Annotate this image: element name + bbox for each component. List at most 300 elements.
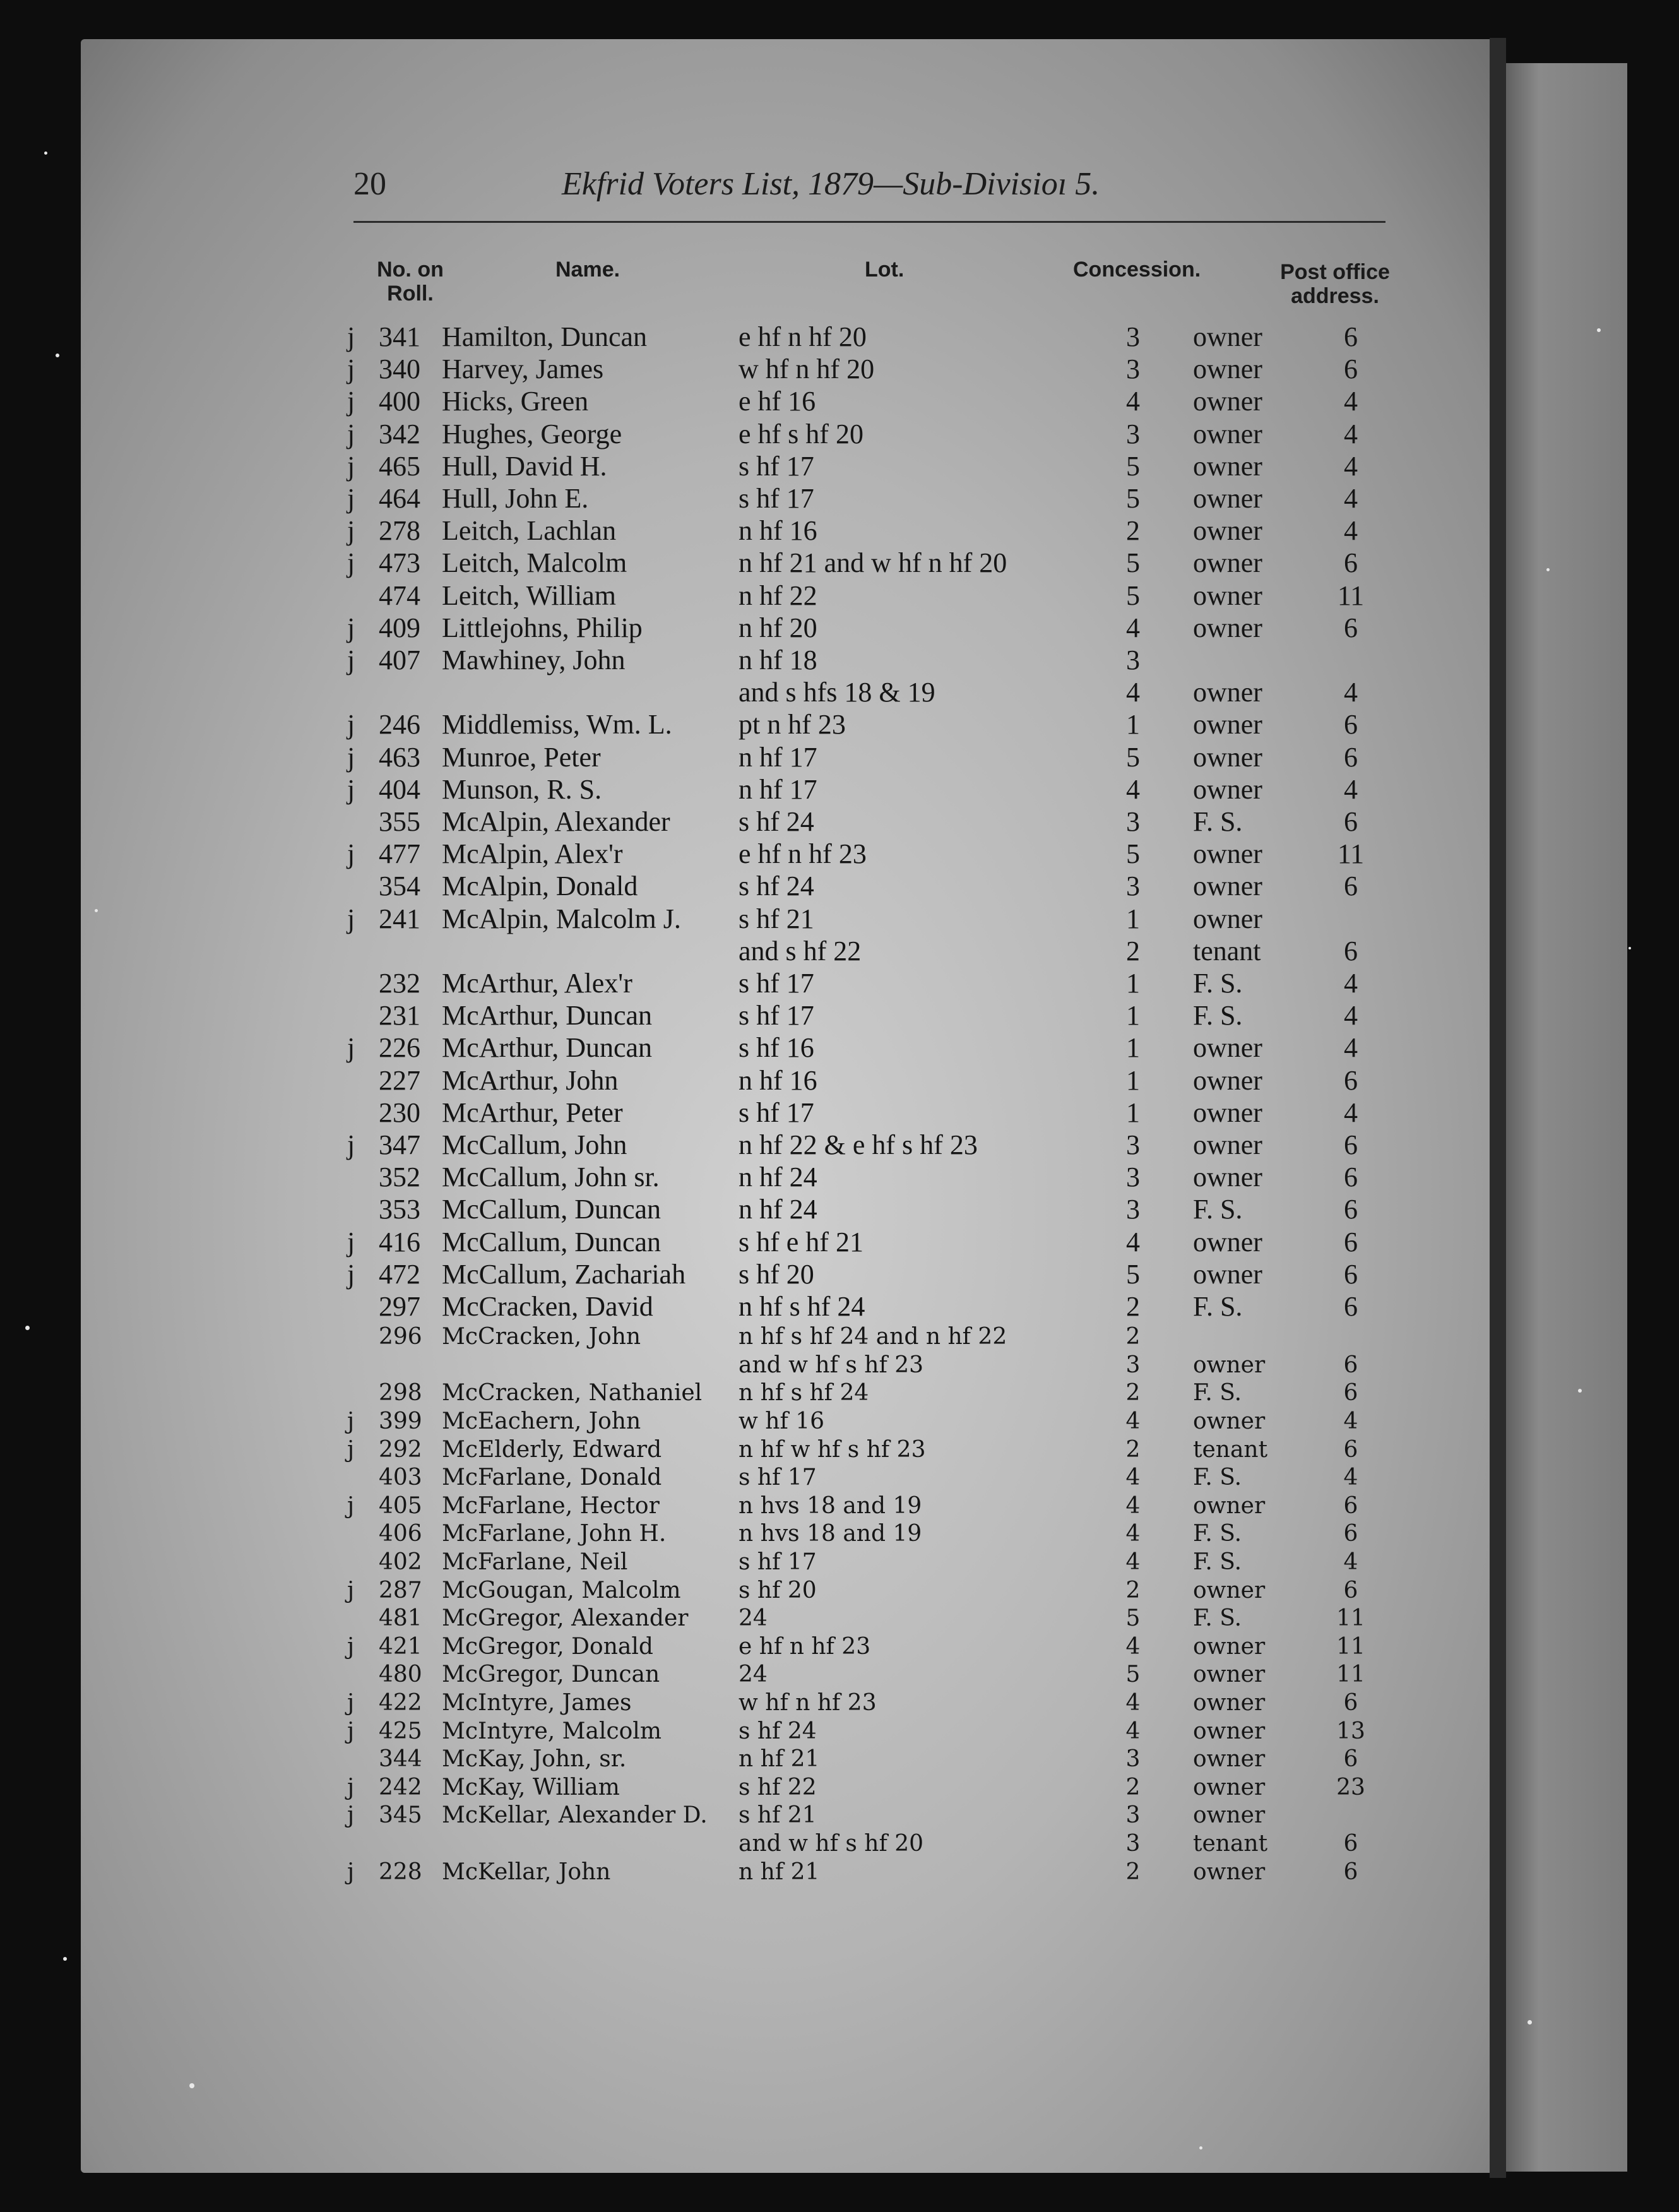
- table-row: [0, 580, 1679, 612]
- cell-name: McEachern, John: [442, 1408, 641, 1434]
- cell-conc: 1: [1126, 1065, 1140, 1096]
- cell-name: McIntyre, Malcolm: [442, 1718, 662, 1744]
- column-header-concession: Concession.: [1073, 258, 1201, 282]
- cell-status: tenant: [1193, 1831, 1268, 1857]
- cell-conc: 2: [1126, 1291, 1140, 1322]
- cell-conc: 1: [1126, 903, 1140, 934]
- cell-post: 4: [1344, 483, 1358, 514]
- cell-lot: n hf 21 and w hf n hf 20: [739, 547, 1007, 578]
- cell-name: Munroe, Peter: [442, 742, 601, 773]
- cell-post: 6: [1344, 806, 1358, 837]
- cell-conc: 5: [1126, 547, 1140, 578]
- cell-conc: 1: [1126, 709, 1140, 740]
- cell-status: owner: [1193, 1352, 1266, 1378]
- cell-status: owner: [1193, 354, 1262, 384]
- table-row: [0, 676, 1679, 708]
- cell-lot: s hf 17: [739, 451, 814, 482]
- cell-status: F. S.: [1193, 1465, 1242, 1490]
- cell-lot: n hf 20: [739, 612, 817, 643]
- cell-roll: 406: [379, 1521, 422, 1547]
- cell-mark: j: [347, 1634, 355, 1660]
- cell-mark: j: [347, 1859, 355, 1885]
- cell-conc: 3: [1126, 645, 1140, 675]
- cell-conc: 4: [1125, 1408, 1141, 1434]
- cell-lot: s hf 17: [739, 968, 814, 999]
- table-row: [0, 806, 1679, 838]
- cell-lot: s hf 17: [739, 1549, 817, 1575]
- cell-conc: 4: [1126, 677, 1140, 708]
- cell-name: McFarlane, Neil: [442, 1549, 628, 1575]
- cell-lot: s hf 21: [739, 903, 814, 934]
- table-row: [0, 1161, 1679, 1193]
- cell-conc: 4: [1125, 1493, 1141, 1519]
- cell-post: 4: [1344, 1000, 1358, 1031]
- table-row: [0, 1064, 1679, 1097]
- cell-roll: 297: [379, 1291, 420, 1322]
- cell-conc: 4: [1125, 1690, 1141, 1716]
- cell-name: McCracken, John: [442, 1324, 641, 1350]
- cell-post: 6: [1343, 1521, 1358, 1547]
- table-row: [0, 1717, 1679, 1745]
- cell-name: McGougan, Malcolm: [442, 1578, 681, 1603]
- cell-lot: and w hf s hf 23: [739, 1352, 924, 1378]
- cell-mark: j: [347, 1259, 355, 1290]
- cell-status: owner: [1193, 1578, 1266, 1603]
- cell-post: 6: [1344, 1291, 1358, 1322]
- scan-speck: [25, 1326, 30, 1330]
- cell-status: owner: [1193, 386, 1262, 417]
- table-row: [0, 450, 1679, 482]
- cell-conc: 3: [1125, 1831, 1141, 1857]
- cell-roll: 416: [379, 1227, 420, 1258]
- cell-conc: 2: [1125, 1859, 1141, 1885]
- table-row: [0, 1032, 1679, 1064]
- cell-mark: j: [347, 483, 355, 514]
- table-row: [0, 1097, 1679, 1129]
- cell-lot: s hf 24: [739, 1718, 817, 1744]
- cell-status: owner: [1193, 1662, 1266, 1687]
- cell-conc: 1: [1126, 1000, 1140, 1031]
- cell-status: owner: [1193, 774, 1262, 805]
- cell-name: McArthur, Duncan: [442, 1000, 653, 1031]
- cell-post: 6: [1344, 1065, 1358, 1096]
- cell-lot: s hf 17: [739, 1465, 817, 1490]
- cell-status: owner: [1193, 1690, 1266, 1716]
- cell-conc: 3: [1126, 321, 1140, 352]
- cell-conc: 2: [1125, 1578, 1141, 1603]
- cell-roll: 345: [379, 1802, 422, 1828]
- cell-post: 23: [1336, 1775, 1365, 1800]
- cell-name: McArthur, Alex'r: [442, 968, 632, 999]
- cell-name: McKellar, Alexander D.: [442, 1802, 708, 1828]
- cell-mark: j: [347, 709, 355, 740]
- cell-conc: 3: [1126, 1194, 1140, 1225]
- cell-name: Leitch, Lachlan: [442, 515, 617, 546]
- cell-name: McIntyre, James: [442, 1690, 632, 1716]
- cell-post: 6: [1344, 1129, 1358, 1160]
- cell-roll: 474: [379, 580, 420, 611]
- cell-roll: 296: [379, 1324, 422, 1350]
- cell-post: 6: [1343, 1746, 1358, 1772]
- cell-name: McArthur, John: [442, 1065, 619, 1096]
- cell-name: Mawhiney, John: [442, 645, 626, 675]
- cell-post: 6: [1344, 1194, 1358, 1225]
- cell-post: 6: [1344, 936, 1358, 966]
- table-row: [0, 1463, 1679, 1492]
- cell-name: McAlpin, Alexander: [442, 806, 670, 837]
- cell-roll: 399: [379, 1408, 422, 1434]
- cell-status: owner: [1193, 1259, 1262, 1290]
- cell-roll: 405: [379, 1493, 422, 1519]
- cell-lot: n hf 17: [739, 742, 817, 773]
- cell-conc: 2: [1125, 1437, 1141, 1463]
- cell-post: 6: [1343, 1437, 1358, 1463]
- cell-mark: j: [347, 321, 355, 352]
- cell-status: owner: [1193, 1032, 1262, 1063]
- cell-post: 4: [1344, 515, 1358, 546]
- cell-status: F. S.: [1193, 1521, 1242, 1547]
- cell-lot: e hf n hf 20: [739, 321, 867, 352]
- cell-status: owner: [1193, 1775, 1266, 1800]
- cell-conc: 4: [1125, 1549, 1141, 1575]
- cell-mark: j: [347, 419, 355, 449]
- cell-lot: n hf 24: [739, 1194, 817, 1225]
- cell-name: Hull, David H.: [442, 451, 607, 482]
- cell-lot: w hf n hf 23: [739, 1690, 877, 1716]
- cell-post: 4: [1344, 451, 1358, 482]
- cell-lot: w hf n hf 20: [739, 354, 875, 384]
- cell-lot: s hf 24: [739, 871, 814, 901]
- cell-lot: n hvs 18 and 19: [739, 1521, 922, 1547]
- cell-name: McAlpin, Donald: [442, 871, 638, 901]
- cell-roll: 341: [379, 321, 420, 352]
- table-row: [0, 773, 1679, 806]
- cell-status: tenant: [1193, 1437, 1268, 1463]
- cell-conc: 4: [1125, 1521, 1141, 1547]
- table-row: [0, 418, 1679, 450]
- cell-status: owner: [1193, 838, 1262, 869]
- cell-mark: j: [347, 838, 355, 869]
- scan-speck: [189, 2083, 194, 2088]
- cell-roll: 347: [379, 1129, 420, 1160]
- table-row: [0, 1379, 1679, 1407]
- cell-status: owner: [1193, 1162, 1262, 1192]
- cell-status: owner: [1193, 1408, 1266, 1434]
- cell-mark: j: [347, 645, 355, 675]
- cell-lot: n hf 24: [739, 1162, 817, 1192]
- cell-post: 6: [1343, 1859, 1358, 1885]
- cell-conc: 4: [1125, 1718, 1141, 1744]
- cell-lot: s hf 20: [739, 1578, 817, 1603]
- cell-name: Harvey, James: [442, 354, 604, 384]
- cell-mark: j: [347, 742, 355, 773]
- cell-lot: n hf 16: [739, 1065, 817, 1096]
- cell-status: owner: [1193, 580, 1262, 611]
- table-row: [0, 935, 1679, 967]
- cell-roll: 231: [379, 1000, 420, 1031]
- table-row: [0, 644, 1679, 676]
- table-row: [0, 1258, 1679, 1290]
- table-row: [0, 1492, 1679, 1520]
- cell-mark: j: [347, 515, 355, 546]
- cell-name: McCracken, David: [442, 1291, 653, 1322]
- cell-status: owner: [1193, 1634, 1266, 1660]
- cell-lot: n hf 22: [739, 580, 817, 611]
- cell-name: Hicks, Green: [442, 386, 589, 417]
- cell-conc: 4: [1125, 1634, 1141, 1660]
- cell-lot: n hf 21: [739, 1859, 820, 1885]
- cell-roll: 402: [379, 1549, 422, 1575]
- scan-speck: [44, 152, 47, 155]
- cell-name: McCallum, John: [442, 1129, 627, 1160]
- cell-roll: 227: [379, 1065, 420, 1096]
- cell-status: owner: [1193, 1227, 1262, 1258]
- cell-lot: e hf n hf 23: [739, 1634, 871, 1660]
- cell-roll: 464: [379, 483, 420, 514]
- table-row: [0, 321, 1679, 353]
- cell-mark: j: [347, 1437, 355, 1463]
- cell-post: 11: [1337, 838, 1365, 869]
- scan-speck: [1597, 328, 1601, 332]
- cell-mark: j: [347, 1032, 355, 1063]
- scan-speck: [95, 909, 98, 912]
- table-row: [0, 1407, 1679, 1436]
- cell-conc: 3: [1125, 1352, 1141, 1378]
- cell-post: 6: [1343, 1493, 1358, 1519]
- table-row: [0, 1436, 1679, 1464]
- cell-roll: 354: [379, 871, 420, 901]
- cell-lot: and w hf s hf 20: [739, 1831, 924, 1857]
- cell-lot: 24: [739, 1662, 768, 1687]
- cell-conc: 3: [1125, 1802, 1141, 1828]
- cell-mark: j: [347, 1690, 355, 1716]
- table-row: [0, 612, 1679, 644]
- cell-conc: 5: [1126, 451, 1140, 482]
- cell-lot: s hf 17: [739, 1000, 814, 1031]
- table-row: [0, 1773, 1679, 1802]
- table-row: [0, 999, 1679, 1032]
- table-row: [0, 1576, 1679, 1605]
- cell-name: Leitch, Malcolm: [442, 547, 627, 578]
- cell-lot: e hf n hf 23: [739, 838, 867, 869]
- cell-mark: j: [347, 1129, 355, 1160]
- cell-name: Leitch, William: [442, 580, 617, 611]
- cell-roll: 278: [379, 515, 420, 546]
- cell-post: 6: [1344, 354, 1358, 384]
- cell-conc: 4: [1126, 1227, 1140, 1258]
- scan-speck: [1546, 568, 1550, 571]
- cell-conc: 3: [1126, 1129, 1140, 1160]
- cell-lot: n hf 17: [739, 774, 817, 805]
- cell-mark: j: [347, 612, 355, 643]
- cell-post: 4: [1343, 1465, 1358, 1490]
- cell-name: Munson, R. S.: [442, 774, 602, 805]
- cell-post: 4: [1344, 968, 1358, 999]
- cell-post: 4: [1344, 1097, 1358, 1128]
- cell-post: 11: [1336, 1634, 1365, 1660]
- cell-roll: 353: [379, 1194, 420, 1225]
- cell-lot: s hf 17: [739, 483, 814, 514]
- cell-name: McAlpin, Alex'r: [442, 838, 623, 869]
- cell-post: 6: [1344, 612, 1358, 643]
- cell-conc: 4: [1126, 774, 1140, 805]
- cell-name: McAlpin, Malcolm J.: [442, 903, 681, 934]
- cell-conc: 4: [1126, 612, 1140, 643]
- cell-post: 11: [1336, 1605, 1365, 1631]
- cell-name: McFarlane, Donald: [442, 1465, 662, 1490]
- cell-roll: 403: [379, 1465, 422, 1490]
- table-row: [0, 1129, 1679, 1161]
- cell-status: owner: [1193, 677, 1262, 708]
- cell-conc: 5: [1126, 742, 1140, 773]
- cell-roll: 246: [379, 709, 420, 740]
- cell-roll: 472: [379, 1259, 420, 1290]
- cell-lot: s hf 21: [739, 1802, 817, 1828]
- cell-name: McGregor, Duncan: [442, 1662, 660, 1687]
- cell-conc: 5: [1126, 838, 1140, 869]
- cell-name: McCallum, John sr.: [442, 1162, 660, 1192]
- table-row: [0, 838, 1679, 870]
- cell-post: 6: [1343, 1352, 1358, 1378]
- table-row: [0, 1858, 1679, 1886]
- cell-lot: 24: [739, 1605, 768, 1631]
- table-row: [0, 1745, 1679, 1773]
- cell-conc: 5: [1125, 1605, 1141, 1631]
- cell-conc: 5: [1126, 580, 1140, 611]
- table-row: [0, 482, 1679, 514]
- cell-mark: j: [347, 1578, 355, 1603]
- cell-post: 4: [1344, 386, 1358, 417]
- cell-roll: 422: [379, 1690, 422, 1716]
- cell-conc: 1: [1126, 1097, 1140, 1128]
- cell-status: owner: [1193, 1065, 1262, 1096]
- cell-mark: j: [347, 774, 355, 805]
- cell-roll: 226: [379, 1032, 420, 1063]
- cell-name: Hamilton, Duncan: [442, 321, 648, 352]
- cell-roll: 242: [379, 1775, 422, 1800]
- cell-conc: 4: [1125, 1465, 1141, 1490]
- cell-mark: j: [347, 1493, 355, 1519]
- cell-conc: 3: [1125, 1746, 1141, 1772]
- cell-lot: s hf 20: [739, 1259, 814, 1290]
- cell-lot: s hf 17: [739, 1097, 814, 1128]
- cell-conc: 5: [1125, 1662, 1141, 1687]
- table-row: [0, 741, 1679, 773]
- cell-status: F. S.: [1193, 1605, 1242, 1631]
- cell-name: McArthur, Peter: [442, 1097, 623, 1128]
- cell-name: McCallum, Zachariah: [442, 1259, 686, 1290]
- table-row: [0, 708, 1679, 740]
- cell-roll: 473: [379, 547, 420, 578]
- cell-roll: 463: [379, 742, 420, 773]
- cell-conc: 2: [1125, 1380, 1141, 1406]
- cell-post: 11: [1336, 1662, 1365, 1687]
- cell-roll: 241: [379, 903, 420, 934]
- scan-speck: [63, 1957, 67, 1961]
- column-header-lot: Lot.: [865, 258, 905, 282]
- table-row: [0, 1604, 1679, 1632]
- cell-mark: j: [347, 903, 355, 934]
- cell-post: 6: [1344, 871, 1358, 901]
- table-row: [0, 1660, 1679, 1689]
- cell-roll: 352: [379, 1162, 420, 1192]
- cell-lot: s hf 24: [739, 806, 814, 837]
- cell-post: 6: [1343, 1380, 1358, 1406]
- cell-conc: 1: [1126, 968, 1140, 999]
- cell-mark: j: [347, 1408, 355, 1434]
- table-row: [0, 1829, 1679, 1858]
- cell-name: Hull, John E.: [442, 483, 589, 514]
- cell-post: 6: [1344, 742, 1358, 773]
- cell-roll: 342: [379, 419, 420, 449]
- cell-status: F. S.: [1193, 1194, 1243, 1225]
- cell-roll: 400: [379, 386, 420, 417]
- cell-name: Littlejohns, Philip: [442, 612, 643, 643]
- cell-post: 6: [1344, 321, 1358, 352]
- table-row: [0, 385, 1679, 417]
- cell-post: 6: [1344, 1259, 1358, 1290]
- cell-post: 4: [1343, 1408, 1358, 1434]
- cell-lot: w hf 16: [739, 1408, 825, 1434]
- cell-roll: 481: [379, 1605, 422, 1631]
- cell-lot: n hf 18: [739, 645, 817, 675]
- cell-post: 6: [1343, 1690, 1358, 1716]
- cell-status: owner: [1193, 321, 1262, 352]
- cell-roll: 228: [379, 1859, 422, 1885]
- cell-roll: 340: [379, 354, 420, 384]
- scan-speck: [1629, 947, 1631, 949]
- cell-status: owner: [1193, 742, 1262, 773]
- cell-lot: and s hfs 18 & 19: [739, 677, 935, 708]
- cell-name: McKay, William: [442, 1775, 620, 1800]
- cell-name: McArthur, Duncan: [442, 1032, 653, 1063]
- table-row: [0, 870, 1679, 902]
- cell-lot: n hf 22 & e hf s hf 23: [739, 1129, 978, 1160]
- cell-post: 4: [1344, 419, 1358, 449]
- table-row: [0, 1193, 1679, 1225]
- cell-roll: 355: [379, 806, 420, 837]
- cell-lot: n hf s hf 24: [739, 1291, 865, 1322]
- table-row: [0, 547, 1679, 579]
- cell-name: McFarlane, Hector: [442, 1493, 660, 1519]
- cell-post: 4: [1344, 677, 1358, 708]
- scan-speck: [1199, 2146, 1202, 2150]
- table-row: [0, 353, 1679, 385]
- running-title: Ekfrid Voters List, 1879—Sub-Divisioı 5.: [562, 166, 1100, 202]
- cell-roll: 230: [379, 1097, 420, 1128]
- cell-conc: 2: [1125, 1775, 1141, 1800]
- scan-speck: [1578, 1389, 1582, 1393]
- cell-mark: j: [347, 547, 355, 578]
- cell-lot: n hf 16: [739, 515, 817, 546]
- cell-conc: 3: [1126, 1162, 1140, 1192]
- cell-status: owner: [1193, 1129, 1262, 1160]
- cell-roll: 344: [379, 1746, 422, 1772]
- cell-conc: 3: [1126, 419, 1140, 449]
- table-row: [0, 1323, 1679, 1351]
- cell-lot: s hf 16: [739, 1032, 814, 1063]
- cell-status: F. S.: [1193, 806, 1243, 837]
- cell-status: F. S.: [1193, 1000, 1243, 1031]
- cell-post: 6: [1344, 1227, 1358, 1258]
- cell-status: tenant: [1193, 936, 1261, 966]
- cell-roll: 425: [379, 1718, 422, 1744]
- column-header-post-office: Post office address.: [1280, 260, 1390, 308]
- cell-status: owner: [1193, 612, 1262, 643]
- cell-name: Hughes, George: [442, 419, 622, 449]
- table-row: [0, 1689, 1679, 1717]
- table-row: [0, 903, 1679, 935]
